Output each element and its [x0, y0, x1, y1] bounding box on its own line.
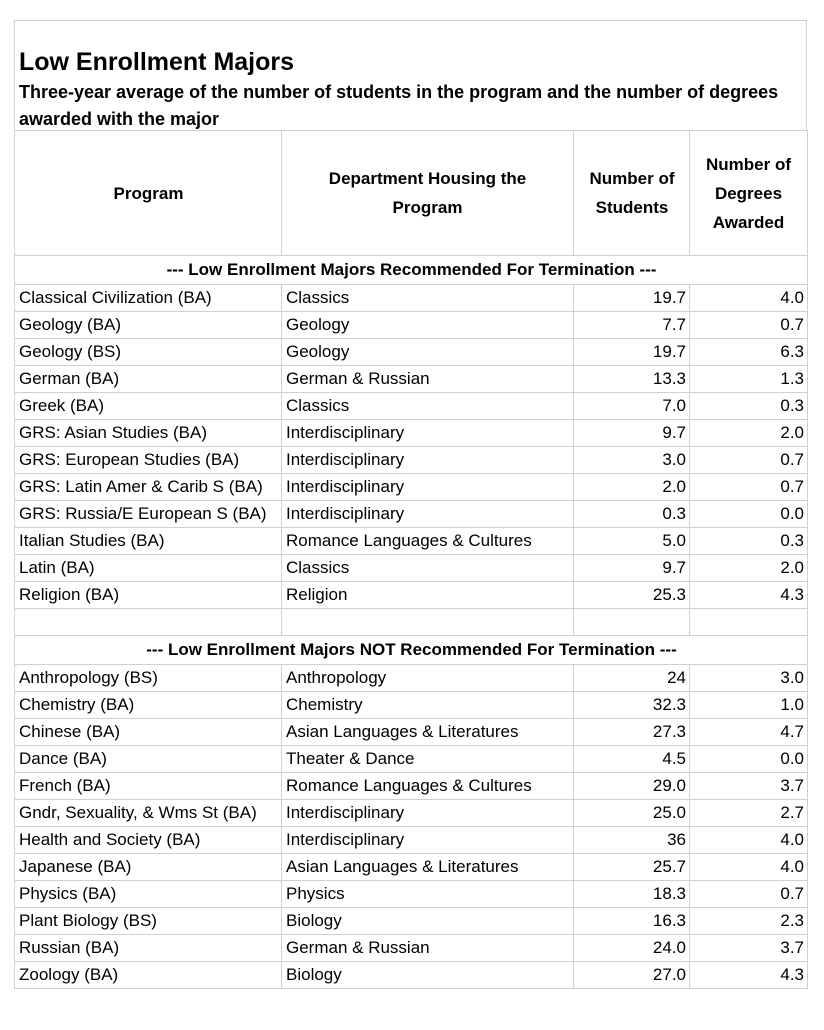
- table-row: [15, 962, 808, 989]
- degrees-cell[interactable]: 1.0: [690, 692, 808, 719]
- department-cell[interactable]: Classics: [282, 285, 574, 312]
- degrees-cell[interactable]: 2.7: [690, 800, 808, 827]
- degrees-cell[interactable]: 4.3: [690, 582, 808, 609]
- degrees-cell[interactable]: 4.0: [690, 827, 808, 854]
- program-cell[interactable]: GRS: Russia/E European S (BA): [15, 501, 282, 528]
- degrees-cell[interactable]: 4.0: [690, 285, 808, 312]
- students-cell[interactable]: 3.0: [574, 447, 690, 474]
- header-row: [15, 131, 808, 256]
- program-cell[interactable]: Health and Society (BA): [15, 827, 282, 854]
- table-row: [15, 312, 808, 339]
- students-cell[interactable]: 18.3: [574, 881, 690, 908]
- empty-cell[interactable]: [690, 609, 808, 636]
- department-cell[interactable]: Interdisciplinary: [282, 827, 574, 854]
- department-cell[interactable]: Biology: [282, 962, 574, 989]
- table-row: [15, 935, 808, 962]
- program-cell[interactable]: Italian Studies (BA): [15, 528, 282, 555]
- spreadsheet: [14, 20, 807, 989]
- section-heading-row: [15, 636, 808, 665]
- students-cell[interactable]: 7.0: [574, 393, 690, 420]
- section-heading[interactable]: --- Low Enrollment Majors NOT Recommended For Termination ---: [15, 636, 808, 665]
- degrees-cell[interactable]: 1.3: [690, 366, 808, 393]
- department-cell[interactable]: Asian Languages & Literatures: [282, 719, 574, 746]
- program-cell[interactable]: Anthropology (BS): [15, 665, 282, 692]
- students-cell[interactable]: 13.3: [574, 366, 690, 393]
- degrees-cell[interactable]: 0.3: [690, 393, 808, 420]
- column-header-degrees[interactable]: Number of Degrees Awarded: [690, 131, 808, 256]
- table-row: [15, 555, 808, 582]
- students-cell[interactable]: 36: [574, 827, 690, 854]
- department-cell[interactable]: German & Russian: [282, 935, 574, 962]
- table-row: [15, 366, 808, 393]
- students-cell[interactable]: 24.0: [574, 935, 690, 962]
- degrees-cell[interactable]: 2.0: [690, 420, 808, 447]
- program-cell[interactable]: Chemistry (BA): [15, 692, 282, 719]
- table-row: [15, 393, 808, 420]
- students-cell[interactable]: 19.7: [574, 285, 690, 312]
- program-cell[interactable]: Greek (BA): [15, 393, 282, 420]
- table-row: [15, 746, 808, 773]
- table-row: [15, 528, 808, 555]
- program-cell[interactable]: Chinese (BA): [15, 719, 282, 746]
- program-cell[interactable]: GRS: European Studies (BA): [15, 447, 282, 474]
- department-cell[interactable]: Biology: [282, 908, 574, 935]
- degrees-cell[interactable]: 0.3: [690, 528, 808, 555]
- department-cell[interactable]: Classics: [282, 555, 574, 582]
- table-row: [15, 800, 808, 827]
- degrees-cell[interactable]: 0.0: [690, 501, 808, 528]
- title-cell[interactable]: [14, 20, 807, 130]
- degrees-cell[interactable]: 0.0: [690, 746, 808, 773]
- students-cell[interactable]: 0.3: [574, 501, 690, 528]
- table-body: [15, 256, 808, 989]
- table-row: [15, 420, 808, 447]
- department-cell[interactable]: Geology: [282, 312, 574, 339]
- students-cell[interactable]: 29.0: [574, 773, 690, 800]
- table-row: [15, 908, 808, 935]
- page-subtitle: Three-year average of the number of students in the program and the number of degrees awarded with the major: [19, 82, 779, 129]
- department-cell[interactable]: German & Russian: [282, 366, 574, 393]
- degrees-cell[interactable]: 0.7: [690, 881, 808, 908]
- program-cell[interactable]: French (BA): [15, 773, 282, 800]
- program-cell[interactable]: Geology (BS): [15, 339, 282, 366]
- table-row: [15, 285, 808, 312]
- enrollment-table: [14, 130, 808, 989]
- students-cell[interactable]: 9.7: [574, 420, 690, 447]
- department-cell[interactable]: Interdisciplinary: [282, 420, 574, 447]
- program-cell[interactable]: Japanese (BA): [15, 854, 282, 881]
- students-cell[interactable]: 4.5: [574, 746, 690, 773]
- degrees-cell[interactable]: 4.3: [690, 962, 808, 989]
- department-cell[interactable]: Theater & Dance: [282, 746, 574, 773]
- students-cell[interactable]: 7.7: [574, 312, 690, 339]
- empty-cell[interactable]: [15, 609, 282, 636]
- degrees-cell[interactable]: 4.0: [690, 854, 808, 881]
- students-cell[interactable]: 5.0: [574, 528, 690, 555]
- department-cell[interactable]: Romance Languages & Cultures: [282, 773, 574, 800]
- degrees-cell[interactable]: 0.7: [690, 312, 808, 339]
- department-cell[interactable]: Interdisciplinary: [282, 474, 574, 501]
- students-cell[interactable]: 25.3: [574, 582, 690, 609]
- table-row: [15, 501, 808, 528]
- section-heading-row: [15, 256, 808, 285]
- department-cell[interactable]: Classics: [282, 393, 574, 420]
- table-row: [15, 827, 808, 854]
- program-cell[interactable]: German (BA): [15, 366, 282, 393]
- department-cell[interactable]: Anthropology: [282, 665, 574, 692]
- table-row: [15, 773, 808, 800]
- empty-cell[interactable]: [574, 609, 690, 636]
- degrees-cell[interactable]: 0.7: [690, 447, 808, 474]
- department-cell[interactable]: Interdisciplinary: [282, 447, 574, 474]
- department-cell[interactable]: Physics: [282, 881, 574, 908]
- table-row: [15, 692, 808, 719]
- degrees-cell[interactable]: 3.7: [690, 773, 808, 800]
- table-row: [15, 881, 808, 908]
- students-cell[interactable]: 25.7: [574, 854, 690, 881]
- table-row: [15, 665, 808, 692]
- table-row: [15, 474, 808, 501]
- students-cell[interactable]: 2.0: [574, 474, 690, 501]
- program-cell[interactable]: Religion (BA): [15, 582, 282, 609]
- students-cell[interactable]: 19.7: [574, 339, 690, 366]
- program-cell[interactable]: Russian (BA): [15, 935, 282, 962]
- students-cell[interactable]: 9.7: [574, 555, 690, 582]
- program-cell[interactable]: Latin (BA): [15, 555, 282, 582]
- students-cell[interactable]: 25.0: [574, 800, 690, 827]
- page-title: Low Enrollment Majors: [19, 48, 295, 76]
- column-header-department[interactable]: Department Housing the Program: [282, 131, 574, 256]
- degrees-cell[interactable]: 6.3: [690, 339, 808, 366]
- table-row: [15, 339, 808, 366]
- degrees-cell[interactable]: 4.7: [690, 719, 808, 746]
- department-cell[interactable]: Religion: [282, 582, 574, 609]
- degrees-cell[interactable]: 0.7: [690, 474, 808, 501]
- department-cell[interactable]: Interdisciplinary: [282, 501, 574, 528]
- program-cell[interactable]: GRS: Latin Amer & Carib S (BA): [15, 474, 282, 501]
- table-row: [15, 447, 808, 474]
- empty-cell[interactable]: [282, 609, 574, 636]
- department-cell[interactable]: Chemistry: [282, 692, 574, 719]
- blank-row: [15, 609, 808, 636]
- degrees-cell[interactable]: 2.0: [690, 555, 808, 582]
- program-cell[interactable]: Geology (BA): [15, 312, 282, 339]
- program-cell[interactable]: Gndr, Sexuality, & Wms St (BA): [15, 800, 282, 827]
- section-heading[interactable]: --- Low Enrollment Majors Recommended For Termination ---: [15, 256, 808, 285]
- column-header-students[interactable]: Number of Students: [574, 131, 690, 256]
- department-cell[interactable]: Asian Languages & Literatures: [282, 854, 574, 881]
- program-cell[interactable]: Physics (BA): [15, 881, 282, 908]
- table-row: [15, 719, 808, 746]
- degrees-cell[interactable]: 2.3: [690, 908, 808, 935]
- department-cell[interactable]: Interdisciplinary: [282, 800, 574, 827]
- students-cell[interactable]: 27.0: [574, 962, 690, 989]
- table-row: [15, 582, 808, 609]
- degrees-cell[interactable]: 3.0: [690, 665, 808, 692]
- program-cell[interactable]: Zoology (BA): [15, 962, 282, 989]
- column-header-program[interactable]: Program: [15, 131, 282, 256]
- table-row: [15, 854, 808, 881]
- students-cell[interactable]: 24: [574, 665, 690, 692]
- program-cell[interactable]: Dance (BA): [15, 746, 282, 773]
- program-cell[interactable]: GRS: Asian Studies (BA): [15, 420, 282, 447]
- department-cell[interactable]: Geology: [282, 339, 574, 366]
- students-cell[interactable]: 27.3: [574, 719, 690, 746]
- degrees-cell[interactable]: 3.7: [690, 935, 808, 962]
- students-cell[interactable]: 16.3: [574, 908, 690, 935]
- department-cell[interactable]: Romance Languages & Cultures: [282, 528, 574, 555]
- program-cell[interactable]: Plant Biology (BS): [15, 908, 282, 935]
- students-cell[interactable]: 32.3: [574, 692, 690, 719]
- program-cell[interactable]: Classical Civilization (BA): [15, 285, 282, 312]
